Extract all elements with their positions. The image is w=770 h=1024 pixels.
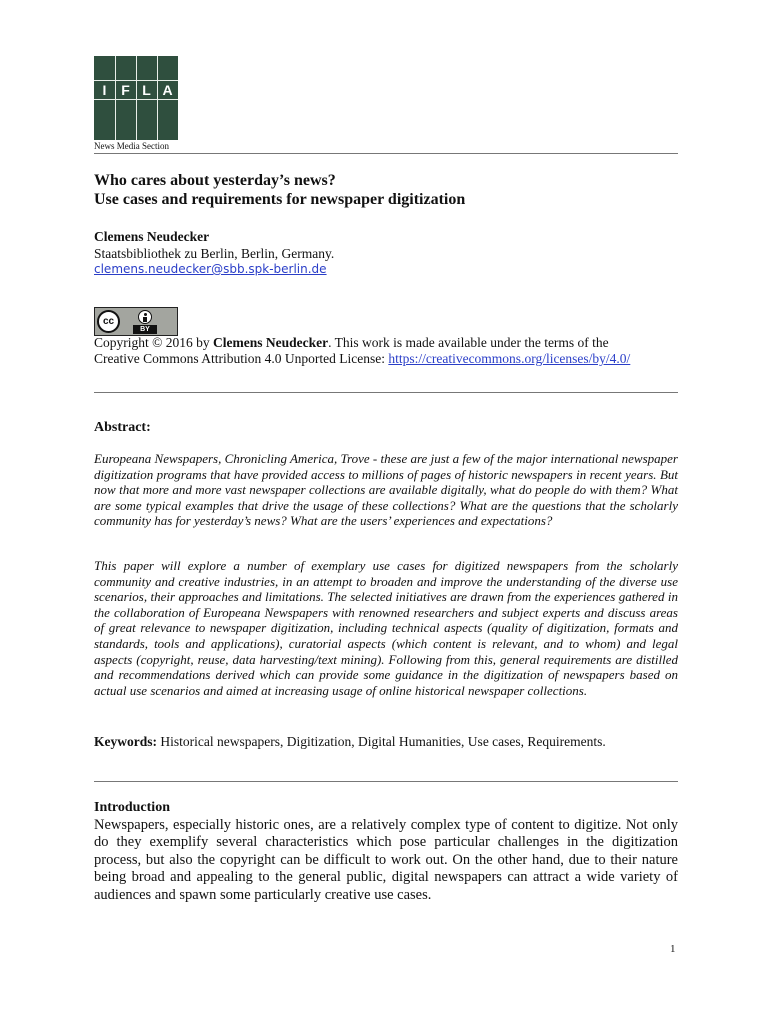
license-text: Creative Commons Attribution 4.0 Unported License: — [94, 351, 389, 366]
ifla-logo — [94, 56, 178, 140]
abstract-paragraph-2: This paper will explore a number of exemplary use cases for digitized newspapers from the scholarly community and creative industries, in an attempt to broaden and improve the understanding of the diverse use scenarios, their approaches and limitations. The selected initiatives are drawn from the experiences gathered in the collaboration of Europeana Newspapers with renowned researchers and subject experts and discuss areas of great relevance to newspaper digitization, including technical aspects (quality of digitization, formats and standards, tools and applications), curatorial aspects (which content is relevant, and to whom) and legal aspects (copyright, reuse, data harvesting/text mining). Following from this, general requirements are distilled and recommendations derived which can provide some guidance in the digitization of newspapers based on actual use scenarios and aimed at increasing usage of online historical newspaper collections. — [94, 558, 678, 698]
license-line — [94, 351, 630, 367]
by-label: BY — [133, 325, 157, 334]
author-email-link[interactable]: clemens.neudecker@sbb.spk-berlin.de — [94, 262, 327, 276]
keywords-text: Historical newspapers, Digitization, Digital Humanities, Use cases, Requirements. — [157, 734, 606, 749]
copyright-line — [94, 335, 609, 351]
section-label: News Media Section — [94, 141, 169, 151]
license-divider — [94, 392, 678, 393]
introduction-paragraph: Newspapers, especially historic ones, are a relatively complex type of content to digitize. Not only do they exemplify several characteristics which pose particular challenges in the digitization process, but also the copyright can be difficult to work out. On the other hand, due to their nature being broad and appealing to the general public, digital newspapers can attract a wide variety of audiences and spawn some particularly creative use cases. — [94, 817, 678, 903]
keywords-label: Keywords: — [94, 734, 157, 749]
keywords-line — [94, 734, 606, 750]
paper-title-line2: Use cases and requirements for newspaper digitization — [94, 191, 466, 208]
attribution-person-icon — [138, 310, 152, 324]
author-affiliation: Staatsbibliothek zu Berlin, Berlin, Germany. — [94, 246, 335, 261]
cc-by-license-badge[interactable] — [94, 307, 178, 336]
copyright-suffix: . This work is made available under the terms of the — [328, 335, 609, 350]
copyright-prefix: Copyright © 2016 by — [94, 335, 214, 350]
introduction-heading: Introduction — [94, 800, 170, 815]
logo-letter-l: L — [142, 82, 151, 98]
cc-icon: cc — [97, 310, 120, 333]
logo-letter-a: A — [162, 82, 173, 98]
copyright-author: Clemens Neudecker — [213, 335, 329, 350]
license-url-link[interactable]: https://creativecommons.org/licenses/by/4.0/ — [388, 351, 631, 366]
header-divider — [94, 153, 678, 154]
paper-title-line1: Who cares about yesterday’s news? — [94, 172, 336, 189]
author-name: Clemens Neudecker — [94, 229, 210, 244]
logo-letters — [94, 81, 178, 99]
logo-letter-i: I — [102, 82, 107, 98]
page-number: 1 — [670, 943, 676, 955]
keywords-divider — [94, 781, 678, 782]
abstract-paragraph-1: Europeana Newspapers, Chronicling America, Trove - these are just a few of the major international newspaper digitization programs that have provided access to millions of pages of historic newspapers in recent years. But now that more and more vast newspaper collections are available digitally, what do people do with them? What are some typical examples that drive the usage of these collections? What are the questions that the scholarly community has for yesterday’s news? What are the users’ experiences and expectations? — [94, 451, 678, 529]
abstract-heading: Abstract: — [94, 420, 151, 435]
logo-letter-f: F — [121, 82, 130, 98]
